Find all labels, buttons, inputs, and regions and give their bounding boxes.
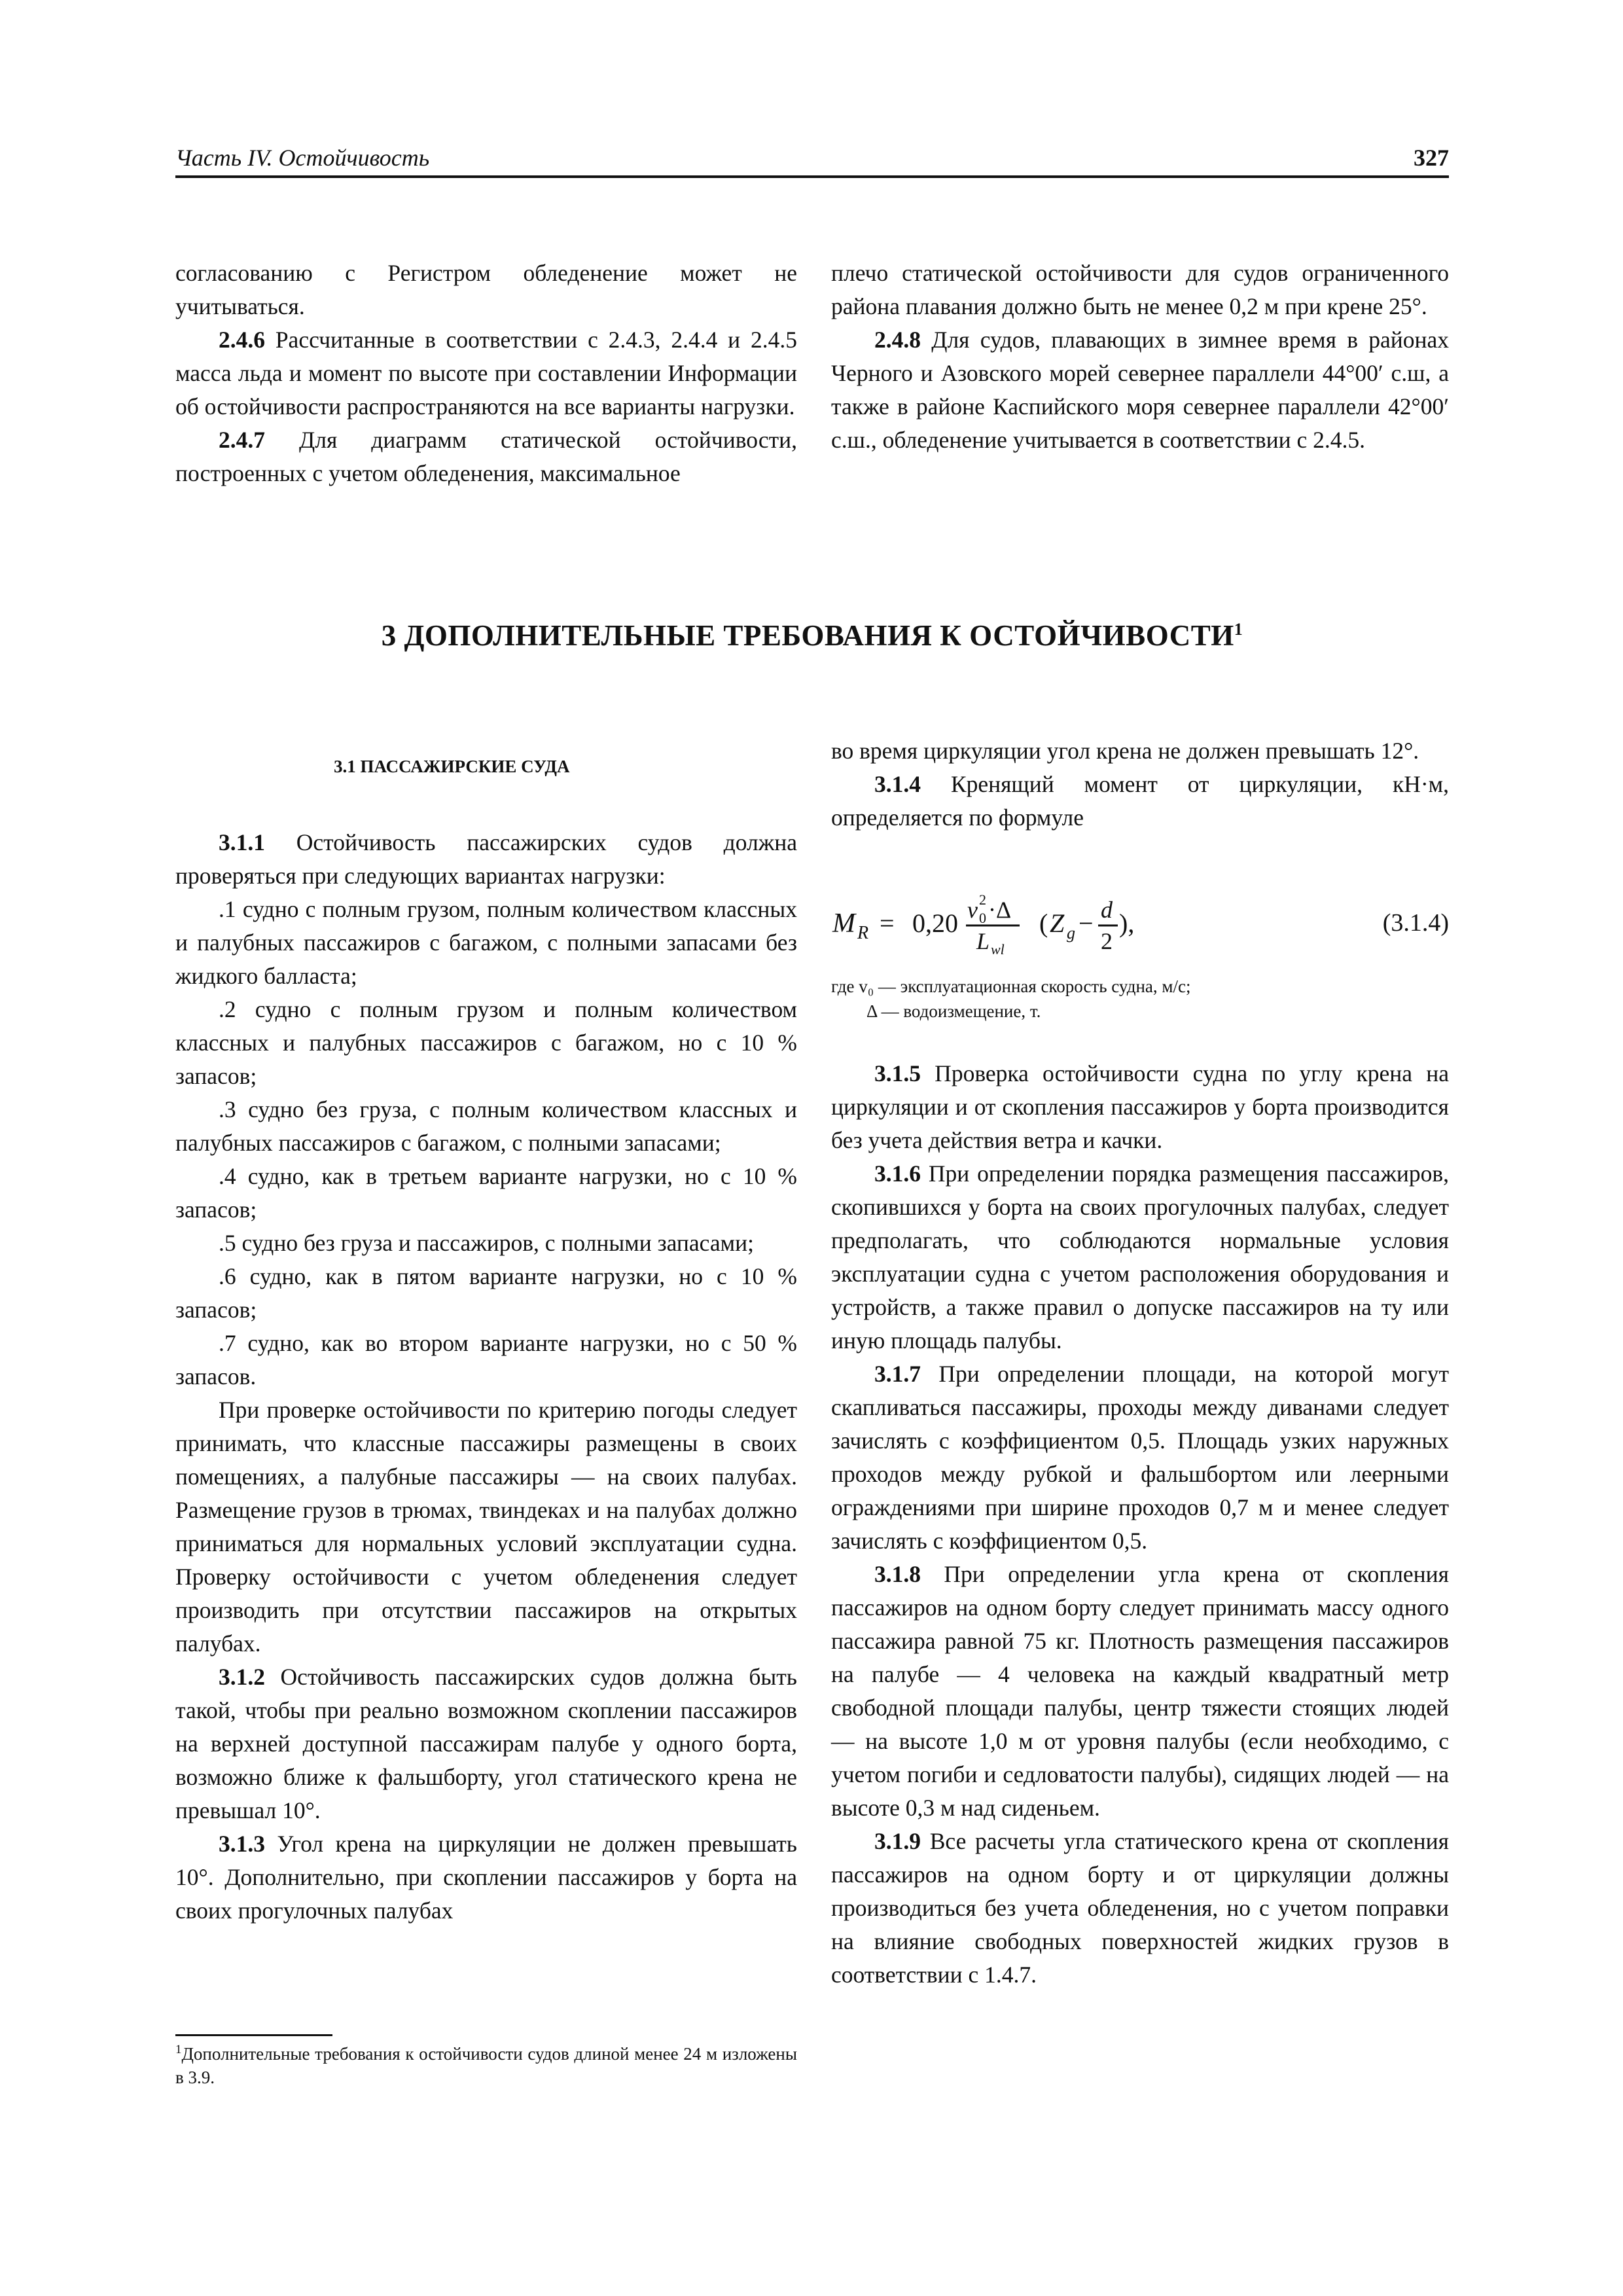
clause-number: 3.1.9 [874, 1828, 921, 1854]
clause-number: 3.1.3 [219, 1831, 265, 1857]
legend-line-velocity: где v₀ — эксплуатационная скорость судна, м/с; [831, 977, 1191, 996]
footnote-text: Дополнительные требования к остойчивости судов длиной менее 24 м изложены в 3.9. [175, 2044, 797, 2087]
svg-text:),: ), [1119, 908, 1135, 938]
list-item-variant-5: .5 судно без груза и пассажиров, с полными запасами; [219, 1230, 754, 1256]
paragraph-3-1-8 [831, 1558, 1449, 1825]
paragraph-text: Остойчивость пассажирских судов должна проверяться при следующих вариантах нагрузки: [175, 829, 797, 889]
list-item-variant-6: .6 судно, как в пятом варианте нагрузки, но с 10 % запасов; [175, 1263, 797, 1323]
paragraph-text: При определении угла крена от скопления пассажиров на одном борту следует принимать массу одного пассажира равной 75 кг. Плотность размещения пассажиров на палубе — 4 человека на каждый квадратный метр свободной площади палубы, центр тяжести стоящих людей — на высоте 1,0 м от уровня палубы (если необходимо, с учетом погиби и седловатости палубы), сидящих людей — на высоте 0,3 м над сиденьем. [831, 1561, 1449, 1821]
paragraph-3-1-2 [175, 1660, 797, 1827]
footnote-rule [175, 2034, 332, 2036]
clause-number: 2.4.8 [874, 327, 921, 353]
header-rule [175, 175, 1449, 178]
footnote-marker: 1 [1234, 620, 1243, 639]
svg-text:Z: Z [1050, 908, 1065, 938]
clause-number: 3.1.2 [219, 1664, 265, 1690]
paragraph-3-1-6 [831, 1157, 1449, 1357]
clause-number: 2.4.6 [219, 327, 265, 353]
top-right-column [831, 257, 1449, 457]
right-column-top [831, 734, 1449, 834]
svg-text:·Δ: ·Δ [988, 897, 1012, 923]
svg-text:=: = [880, 908, 895, 938]
clause-number: 3.1.8 [874, 1561, 921, 1587]
paragraph-continuation: во время циркуляции угол крена не должен превышать 12°. [831, 738, 1419, 764]
paragraph-3-1-3 [175, 1827, 797, 1928]
paragraph-weather-criterion: При проверке остойчивости по критерию погоды следует принимать, что классные пассажиры размещены в своих помещениях, а палубные пассажиры — на своих палубах. Размещение грузов в трюмах, твиндеках и на палубах должно приниматься для нормальных условий эксплуатации судна. Проверку остойчивости с учетом обледенения следует производить при отсутствии пассажиров на открытых палубах. [175, 1397, 797, 1657]
svg-text:g: g [1067, 924, 1075, 942]
paragraph-3-1-4 [831, 768, 1449, 834]
paragraph-text: Кренящий момент от циркуляции, кН·м, определяется по формуле [831, 771, 1449, 831]
paragraph-text: При определении порядка размещения пассажиров, скопившихся у борта на своих прогулочных палубах, следует предполагать, что соблюдаются нормальные условия эксплуатации судна с учетом расположения оборудования и устройств, а также правил о допуске пассажиров на ту или иную площадь палубы. [831, 1160, 1449, 1354]
legend-line-displacement: Δ — водоизмещение, т. [866, 1001, 1041, 1021]
top-left-column [175, 257, 797, 490]
svg-text:v: v [967, 897, 978, 923]
paragraph-text: Рассчитанные в соответствии с 2.4.3, 2.4.4 и 2.4.5 масса льда и момент по высоте при составлении Информации об остойчивости распространяются на все варианты нагрузки. [175, 327, 797, 420]
clause-number: 3.1.4 [874, 771, 921, 797]
list-item-variant-2: .2 судно с полным грузом и полным количеством классных и палубных пассажиров с багажом, но с 10 % запасов; [175, 996, 797, 1089]
right-column-bottom [831, 1057, 1449, 1992]
list-item-variant-1: .1 судно с полным грузом, полным количеством классных и палубных пассажиров с багажом, с полными запасами без жидкого балласта; [175, 896, 797, 989]
left-column [175, 826, 797, 1928]
list-item-variant-7: .7 судно, как во втором варианте нагрузки, но с 50 % запасов. [175, 1330, 797, 1390]
svg-text:(: ( [1039, 908, 1048, 938]
clause-number: 3.1.1 [219, 829, 265, 855]
equation-number: (3.1.4) [1382, 909, 1449, 937]
paragraph-text: Остойчивость пассажирских судов должна быть такой, чтобы при реально возможном скоплении пассажиров на верхней доступной пассажирам палубе у одного борта, возможно ближе к фальшборту, угол статического крена не превышал 10°. [175, 1664, 797, 1823]
paragraph-2-4-6 [175, 323, 797, 423]
clause-number: 3.1.5 [874, 1060, 921, 1086]
paragraph-text: Угол крена на циркуляции не должен превышать 10°. Дополнительно, при скоплении пассажиров у борта на своих прогулочных палубах [175, 1831, 797, 1924]
paragraph-3-1-1 [175, 826, 797, 893]
svg-text:0: 0 [979, 910, 986, 926]
section-title-text: 3 ДОПОЛНИТЕЛЬНЫЕ ТРЕБОВАНИЯ К ОСТОЙЧИВОСТИ [381, 619, 1234, 652]
section-title [175, 619, 1449, 653]
paragraph-continuation: плечо статической остойчивости для судов ограниченного района плавания должно быть не менее 0,2 м при крене 25°. [831, 260, 1449, 319]
paragraph-text: Для судов, плавающих в зимнее время в районах Черного и Азовского морей севернее параллели 44°00′ с.ш, а также в районе Каспийского моря севернее параллели 42°00′ с.ш., обледенение учитывается в соответствии с 2.4.5. [831, 327, 1449, 453]
svg-text:L: L [976, 928, 990, 954]
paragraph-2-4-7 [175, 423, 797, 490]
svg-text:−: − [1079, 908, 1094, 938]
formula-3-1-4 [831, 880, 1449, 971]
clause-number: 3.1.7 [874, 1361, 921, 1387]
svg-text:wl: wl [991, 941, 1005, 958]
svg-text:R: R [857, 923, 869, 943]
list-item-variant-3: .3 судно без груза, с полным количеством классных и палубных пассажиров с багажом, с полными запасами; [175, 1096, 797, 1156]
svg-text:0,20: 0,20 [912, 908, 958, 938]
paragraph-3-1-7 [831, 1357, 1449, 1558]
paragraph-text: Для диаграмм статической остойчивости, построенных с учетом обледенения, максимальное [175, 427, 797, 486]
svg-text:2: 2 [979, 891, 986, 908]
page-number: 327 [1414, 145, 1449, 171]
paragraph-text: При определении площади, на которой могут скапливаться пассажиры, проходы между диванами следует зачислять с коэффициентом 0,5. Площадь узких наружных проходов между рубкой и фальшбортом или леерными ограждениями при ширине проходов 0,7 м и менее следует зачислять с коэффициентом 0,5. [831, 1361, 1449, 1554]
svg-text:d: d [1101, 897, 1113, 923]
formula-legend [831, 974, 1190, 1024]
paragraph-text: Проверка остойчивости судна по углу крена на циркуляции и от скопления пассажиров у борта производится без учета действия ветра и качки. [831, 1060, 1449, 1153]
paragraph-3-1-9 [831, 1825, 1449, 1992]
svg-text:2: 2 [1101, 928, 1113, 954]
paragraph-continuation: согласованию с Регистром обледенение может не учитываться. [175, 260, 797, 319]
footnote-marker: 1 [175, 2043, 182, 2056]
paragraph-2-4-8 [831, 323, 1449, 457]
list-item-variant-4: .4 судно, как в третьем варианте нагрузки, но с 10 % запасов; [175, 1163, 797, 1223]
svg-text:M: M [832, 908, 855, 939]
subsection-title: 3.1 ПАССАЖИРСКИЕ СУДА [334, 757, 570, 776]
paragraph-3-1-5 [831, 1057, 1449, 1157]
paragraph-text: Все расчеты угла статического крена от скопления пассажиров на одном борту и от циркуляции должны производиться без учета обледенения, но с учетом поправки на влияние свободных поверхностей жидких грузов в соответствии с 1.4.7. [831, 1828, 1449, 1988]
clause-number: 2.4.7 [219, 427, 265, 453]
footnote [175, 2038, 797, 2089]
clause-number: 3.1.6 [874, 1160, 921, 1187]
running-header-title: Часть IV. Остойчивость [175, 145, 430, 171]
formula-graphic [831, 880, 1289, 971]
